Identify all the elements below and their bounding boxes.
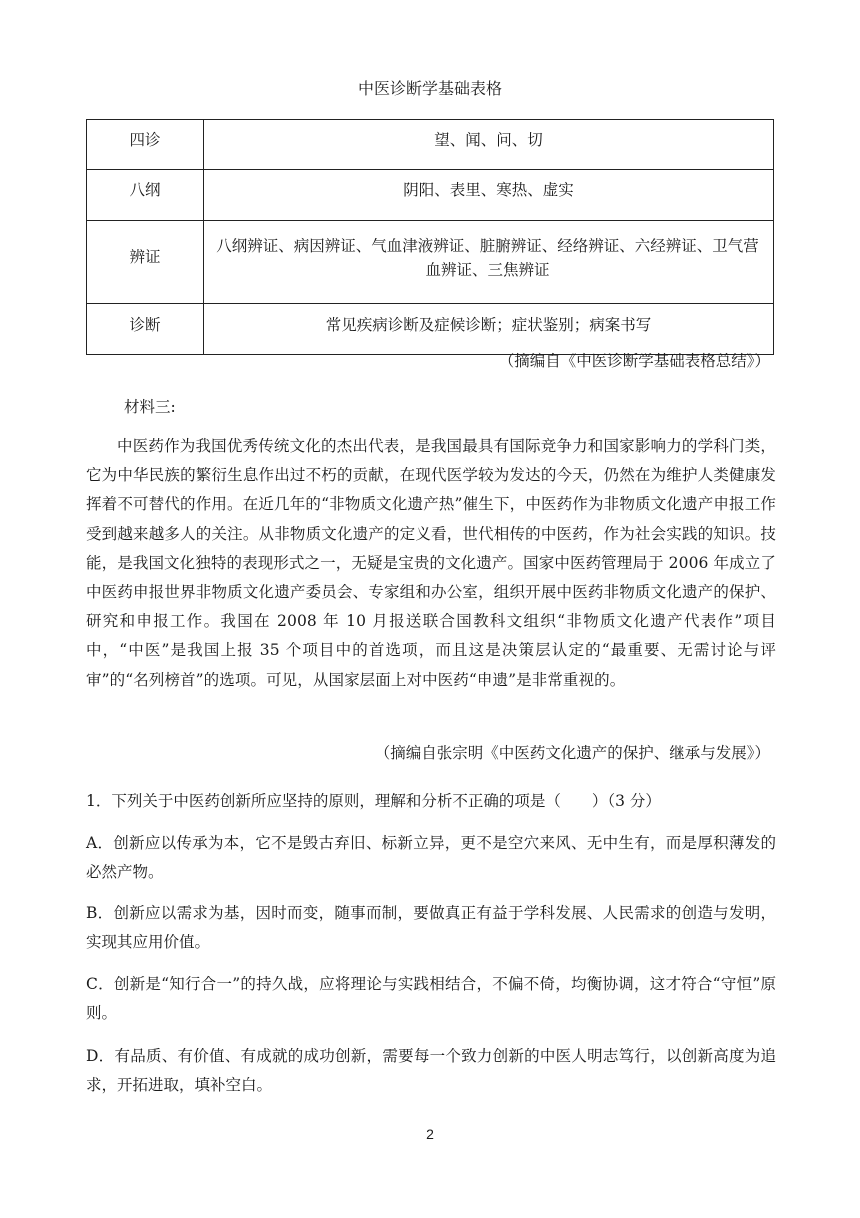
table-cell-key <box>87 120 204 170</box>
option-c: C．创新是“知行合一”的持久战，应将理论与实践相结合，不偏不倚，均衡协调，这才符合“守恒”原则。 <box>86 975 776 1022</box>
material-paragraph: 中医药作为我国优秀传统文化的杰出代表，是我国最具有国际竞争力和国家影响力的学科门类，它为中华民族的繁衍生息作出过不朽的贡献，在现代医学较为发达的今天，仍然在为维护人类健康发挥着不可替代的作用。在近几年的“非物质文化遗产热”催生下，中医药作为非物质文化遗产申报工作受到越来越多人的关注。从非物质文化遗产的定义看，世代相传的中医药，作为社会实践的知识。技能，是我国文化独特的表现形式之一，无疑是宝贵的文化遗产。国家中医药管理局于 2006 年成立了中医药申报世界非物质文化遗产委员会、专家组和办公室，组织开展中医药非物质文化遗产的保护、研究和申报工作。我国在 2008 年 10 月报送联合国教科文组织“非物质文化遗产代表作”项目中，“中医”是我国上报 35 个项目中的首选项，而且这是决策层认定的“最重要、无需讨论与评审”的“名列榜首”的选项。可见，从国家层面上对中医药“申遗”是非常重视的。 <box>86 437 776 689</box>
table-cell-value <box>204 221 774 304</box>
table-row <box>87 170 774 221</box>
material-label: 材料三: <box>124 398 176 416</box>
diagnosis-table <box>86 119 774 355</box>
table-row <box>87 304 774 355</box>
cell-text: 四诊 <box>129 131 161 149</box>
table-cell-key <box>87 304 204 355</box>
cell-text: 望、闻、问、切 <box>434 131 543 149</box>
table-row <box>87 221 774 304</box>
option-b: B．创新应以需求为基，因时而变，随事而制，要做真正有益于学科发展、人民需求的创造与发明，实现其应用价值。 <box>86 904 776 951</box>
question-stem: 1．下列关于中医药创新所应坚持的原则，理解和分析不正确的项是（ ）（3 分） <box>86 792 661 810</box>
material-source-citation: （摘编自张宗明《中医药文化遗产的保护、继承与发展》） <box>374 744 770 762</box>
option-a: A．创新应以传承为本，它不是毁古弃旧、标新立异，更不是空穴来风、无中生有，而是厚积薄发的必然产物。 <box>86 834 776 881</box>
table-cell-value <box>204 120 774 170</box>
cell-text: 八纲 <box>129 181 161 199</box>
table-cell-value <box>204 170 774 221</box>
table-source-citation: （摘编自《中医诊断学基础表格总结》） <box>498 352 770 370</box>
option-d: D．有品质、有价值、有成就的成功创新，需要每一个致力创新的中医人明志笃行，以创新高度为追求，开拓进取，填补空白。 <box>86 1047 776 1094</box>
table-cell-key <box>87 170 204 221</box>
table-cell-value <box>204 304 774 355</box>
page-number: 2 <box>426 1126 434 1142</box>
cell-text: 常见疾病诊断及症候诊断；症状鉴别；病案书写 <box>325 316 652 334</box>
cell-text: 辨证 <box>129 248 161 266</box>
cell-text: 阴阳、表里、寒热、虚实 <box>403 181 574 199</box>
cell-text: 八纲辨证、病因辨证、气血津液辨证、脏腑辨证、经络辨证、六经辨证、卫气营血辨证、三焦辨证 <box>216 237 759 279</box>
table-title: 中医诊断学基础表格 <box>357 79 502 98</box>
cell-text: 诊断 <box>129 316 161 334</box>
table-cell-key <box>87 221 204 304</box>
table-row <box>87 120 774 170</box>
